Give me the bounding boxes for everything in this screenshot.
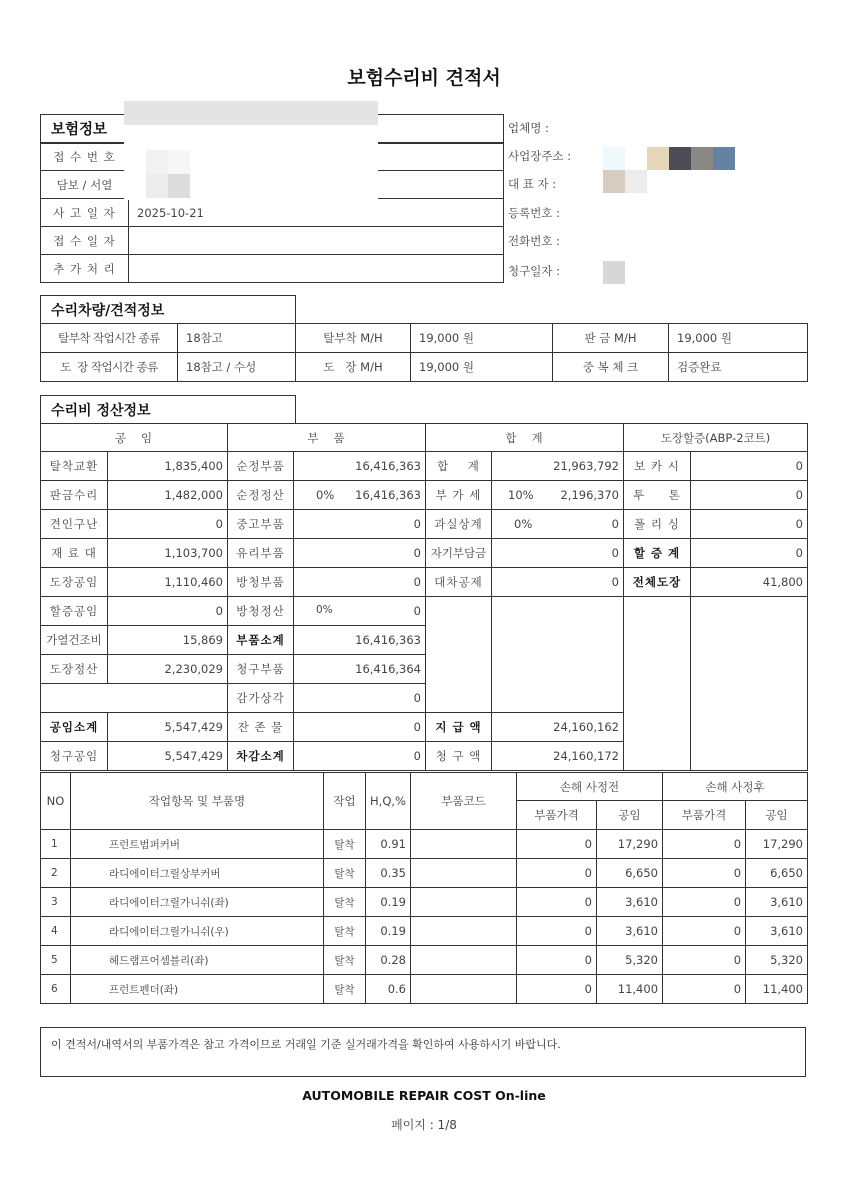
- totals-value: 2,196,370: [560, 488, 619, 502]
- item-after-price: 0: [663, 946, 746, 975]
- registration-number-label: 등록번호 :: [508, 206, 560, 220]
- item-no: 4: [41, 917, 71, 946]
- totals-value: 0: [611, 517, 619, 531]
- work-item-row: [41, 830, 808, 859]
- removal-mh-label: 탈부착 M/H: [296, 324, 411, 353]
- item-after-price: 0: [663, 859, 746, 888]
- vehicle-section-title: 수리차량/견적정보: [41, 296, 296, 324]
- before-price-header: 부품가격: [517, 801, 597, 830]
- item-part-code: [411, 917, 517, 946]
- labor-label: 가열건조비: [41, 626, 108, 655]
- parts-value: 0: [294, 510, 426, 539]
- page-title: 보험수리비 견적서: [347, 67, 501, 89]
- col-code-header: 부품코드: [411, 773, 517, 830]
- parts-pct: 0%: [316, 604, 333, 616]
- labor-label: 판금수리: [41, 481, 108, 510]
- redaction-pixels: [146, 174, 168, 198]
- work-item-row: [41, 859, 808, 888]
- item-hq: 0.91: [366, 830, 411, 859]
- depreciation-value: 0: [294, 684, 426, 713]
- parts-label: 유리부품: [228, 539, 294, 568]
- parts-label: 청구부품: [228, 655, 294, 684]
- sheet-metal-mh-value: 19,000 원: [669, 324, 808, 353]
- item-hq: 0.19: [366, 917, 411, 946]
- paint-value: 0: [691, 539, 808, 568]
- labor-value: 0: [108, 597, 228, 626]
- paint-worktime-type-label: 도 장 작업시간 종류: [41, 353, 178, 382]
- col-hq-header: H,Q,%: [366, 773, 411, 830]
- item-after-labor: 17,290: [746, 830, 808, 859]
- paint-label: 투 톤: [624, 481, 691, 510]
- redaction-block: [124, 101, 378, 125]
- removal-mh-value: 19,000 원: [411, 324, 553, 353]
- totals-label: 부 가 세: [426, 481, 492, 510]
- payment-amount-label: 지 급 액: [426, 713, 492, 742]
- item-hq: 0.6: [366, 975, 411, 1004]
- item-before-price: 0: [517, 830, 597, 859]
- redaction-pixels: [168, 174, 190, 198]
- salvage-value: 0: [294, 713, 426, 742]
- paint-label: 전체도장: [624, 568, 691, 597]
- paint-value: 0: [691, 452, 808, 481]
- item-name: 헤드램프어셈블리(좌): [71, 946, 324, 975]
- labor-subtotal-value: 5,547,429: [108, 713, 228, 742]
- totals-pct: 0%: [514, 517, 533, 531]
- redaction-pixels: [691, 147, 713, 170]
- labor-label: 재 료 대: [41, 539, 108, 568]
- additional-processing-label: 추 가 처 리: [41, 255, 129, 283]
- labor-value: 1,835,400: [108, 452, 228, 481]
- removal-worktime-type-label: 탈부착 작업시간 종류: [41, 324, 178, 353]
- item-before-price: 0: [517, 859, 597, 888]
- vehicle-section-header: [40, 295, 296, 324]
- parts-label: 방청정산: [228, 597, 294, 626]
- item-after-labor: 6,650: [746, 859, 808, 888]
- labor-value: 2,230,029: [108, 655, 228, 684]
- item-before-labor: 17,290: [597, 830, 663, 859]
- paint-label: 보 카 시: [624, 452, 691, 481]
- labor-value: 1,103,700: [108, 539, 228, 568]
- labor-label: 탈착교환: [41, 452, 108, 481]
- company-name-label: 업체명 :: [508, 121, 549, 135]
- empty-cell: [624, 597, 691, 771]
- totals-label: 자기부담금: [426, 539, 492, 568]
- claim-amount-label: 청 구 액: [426, 742, 492, 771]
- claim-amount-value: 24,160,172: [492, 742, 624, 771]
- empty-cell: [691, 597, 808, 771]
- item-no: 6: [41, 975, 71, 1004]
- item-hq: 0.19: [366, 888, 411, 917]
- parts-label: 순정부품: [228, 452, 294, 481]
- item-work-type: 탈착: [324, 946, 366, 975]
- work-item-row: [41, 888, 808, 917]
- item-part-code: [411, 830, 517, 859]
- col-name-header: 작업항목 및 부품명: [71, 773, 324, 830]
- item-work-type: 탈착: [324, 859, 366, 888]
- item-after-price: 0: [663, 888, 746, 917]
- footer-brand: AUTOMOBILE REPAIR COST On-line: [302, 1088, 546, 1103]
- totals-value: 0: [492, 568, 624, 597]
- item-after-labor: 5,320: [746, 946, 808, 975]
- item-name: 라디에이터그릴가니쉬(좌): [71, 888, 324, 917]
- paint-label: 폴 리 싱: [624, 510, 691, 539]
- deduction-subtotal-value: 0: [294, 742, 426, 771]
- empty-cell: [426, 597, 492, 713]
- receipt-number-label: 접 수 번 호: [41, 143, 129, 171]
- parts-value: 16,416,363: [355, 488, 421, 502]
- redaction-pixels: [603, 147, 625, 170]
- notice-text: 이 견적서/내역서의 부품가격은 참고 가격이므로 거래일 기준 실거래가격을 확인하여 사용하시기 바랍니다.: [51, 1038, 561, 1051]
- paint-mh-value: 19,000 원: [411, 353, 553, 382]
- paint-value: 0: [691, 510, 808, 539]
- vehicle-info-table: [40, 323, 808, 382]
- totals-label: 합 계: [426, 452, 492, 481]
- removal-worktime-type-value: 18참고: [178, 324, 296, 353]
- settlement-section-header: [40, 395, 296, 424]
- receipt-date-value: [129, 227, 504, 255]
- after-price-header: 부품가격: [663, 801, 746, 830]
- item-name: 프런트펜더(좌): [71, 975, 324, 1004]
- item-part-code: [411, 859, 517, 888]
- notice-box: [40, 1027, 806, 1077]
- before-assessment-header: 손해 사정전: [517, 773, 663, 801]
- parts-value: 16,416,363: [294, 452, 426, 481]
- item-no: 2: [41, 859, 71, 888]
- parts-label: 순정정산: [228, 481, 294, 510]
- work-item-row: [41, 946, 808, 975]
- empty-cell: [41, 684, 228, 713]
- redaction-pixels: [713, 147, 735, 170]
- business-address-label: 사업장주소 :: [508, 149, 572, 163]
- parts-value: 0: [294, 539, 426, 568]
- item-before-price: 0: [517, 975, 597, 1004]
- labor-value: 0: [108, 510, 228, 539]
- paint-mh-label: 도 장 M/H: [296, 353, 411, 382]
- claim-date-label: 청구일자 :: [508, 264, 560, 278]
- phone-number-label: 전화번호 :: [508, 234, 560, 248]
- paint-worktime-type-value: 18참고 / 수성: [178, 353, 296, 382]
- totals-label: 대차공제: [426, 568, 492, 597]
- claim-labor-label: 청구공임: [41, 742, 108, 771]
- item-after-price: 0: [663, 975, 746, 1004]
- parts-value: 16,416,364: [294, 655, 426, 684]
- parts-pct: 0%: [316, 488, 335, 502]
- duplicate-check-value: 검증완료: [669, 353, 808, 382]
- paint-value: 41,800: [691, 568, 808, 597]
- receipt-date-label: 접 수 일 자: [41, 227, 129, 255]
- parts-subtotal-label: 부품소계: [228, 626, 294, 655]
- item-after-price: 0: [663, 917, 746, 946]
- before-labor-header: 공임: [597, 801, 663, 830]
- item-after-labor: 11,400: [746, 975, 808, 1004]
- item-work-type: 탈착: [324, 830, 366, 859]
- settlement-section-title: 수리비 정산정보: [41, 396, 296, 424]
- item-part-code: [411, 888, 517, 917]
- totals-value: 0: [492, 539, 624, 568]
- item-after-labor: 3,610: [746, 917, 808, 946]
- parts-value: 0: [294, 568, 426, 597]
- total-header: 합 계: [426, 424, 624, 452]
- additional-processing-value: [129, 255, 504, 283]
- labor-label: 견인구난: [41, 510, 108, 539]
- settlement-table: [40, 423, 808, 771]
- insurance-section-title: 보험정보: [41, 115, 504, 143]
- sheet-metal-mh-label: 판 금 M/H: [553, 324, 669, 353]
- page-indicator: 페이지 : 1/8: [391, 1118, 457, 1132]
- paint-value: 0: [691, 481, 808, 510]
- item-after-labor: 3,610: [746, 888, 808, 917]
- col-work-header: 작업: [324, 773, 366, 830]
- item-name: 라디에이터그릴상부커버: [71, 859, 324, 888]
- item-before-labor: 6,650: [597, 859, 663, 888]
- redaction-pixels: [669, 147, 691, 170]
- item-no: 3: [41, 888, 71, 917]
- coverage-label: 담보 / 서열: [41, 171, 129, 199]
- labor-subtotal-label: 공임소계: [41, 713, 108, 742]
- duplicate-check-label: 중 복 체 크: [553, 353, 669, 382]
- item-work-type: 탈착: [324, 888, 366, 917]
- item-after-price: 0: [663, 830, 746, 859]
- redaction-pixels: [647, 147, 669, 170]
- redaction-pixels: [603, 261, 625, 284]
- item-before-price: 0: [517, 917, 597, 946]
- redaction-pixels: [625, 170, 647, 193]
- empty-cell: [492, 597, 624, 713]
- col-no-header: NO: [41, 773, 71, 830]
- parts-label: 방청부품: [228, 568, 294, 597]
- item-part-code: [411, 946, 517, 975]
- work-item-row: [41, 975, 808, 1004]
- item-work-type: 탈착: [324, 975, 366, 1004]
- parts-subtotal-value: 16,416,363: [294, 626, 426, 655]
- item-part-code: [411, 975, 517, 1004]
- parts-header: 부 품: [228, 424, 426, 452]
- paint-label: 할 증 계: [624, 539, 691, 568]
- redaction-pixels: [168, 150, 190, 174]
- item-no: 5: [41, 946, 71, 975]
- after-labor-header: 공임: [746, 801, 808, 830]
- work-items-body: [41, 830, 808, 1004]
- after-assessment-header: 손해 사정후: [663, 773, 808, 801]
- labor-label: 할증공임: [41, 597, 108, 626]
- accident-date-value: 2025-10-21: [129, 199, 504, 227]
- item-no: 1: [41, 830, 71, 859]
- labor-label: 도장정산: [41, 655, 108, 684]
- labor-label: 도장공임: [41, 568, 108, 597]
- payment-amount-value: 24,160,162: [492, 713, 624, 742]
- totals-label: 과실상계: [426, 510, 492, 539]
- item-hq: 0.28: [366, 946, 411, 975]
- item-work-type: 탈착: [324, 917, 366, 946]
- totals-pct: 10%: [508, 488, 534, 502]
- item-before-labor: 3,610: [597, 888, 663, 917]
- depreciation-label: 감가상각: [228, 684, 294, 713]
- paint-surcharge-header: 도장할증(ABP-2코트): [624, 424, 808, 452]
- redaction-pixels: [603, 170, 625, 193]
- labor-value: 1,110,460: [108, 568, 228, 597]
- parts-label: 중고부품: [228, 510, 294, 539]
- redaction-pixels: [146, 150, 168, 174]
- salvage-label: 잔 존 물: [228, 713, 294, 742]
- totals-value: 21,963,792: [492, 452, 624, 481]
- accident-date-label: 사 고 일 자: [41, 199, 129, 227]
- labor-value: 15,869: [108, 626, 228, 655]
- work-item-row: [41, 917, 808, 946]
- item-name: 프런트범퍼커버: [71, 830, 324, 859]
- claim-labor-value: 5,547,429: [108, 742, 228, 771]
- work-items-table: [40, 772, 808, 1004]
- item-before-labor: 11,400: [597, 975, 663, 1004]
- item-before-price: 0: [517, 946, 597, 975]
- item-before-price: 0: [517, 888, 597, 917]
- item-hq: 0.35: [366, 859, 411, 888]
- item-before-labor: 3,610: [597, 917, 663, 946]
- item-name: 라디에이터그릴가니쉬(우): [71, 917, 324, 946]
- labor-header: 공 임: [41, 424, 228, 452]
- item-before-labor: 5,320: [597, 946, 663, 975]
- deduction-subtotal-label: 차감소계: [228, 742, 294, 771]
- parts-value: 0: [413, 604, 421, 618]
- labor-value: 1,482,000: [108, 481, 228, 510]
- representative-label: 대 표 자 :: [508, 177, 557, 191]
